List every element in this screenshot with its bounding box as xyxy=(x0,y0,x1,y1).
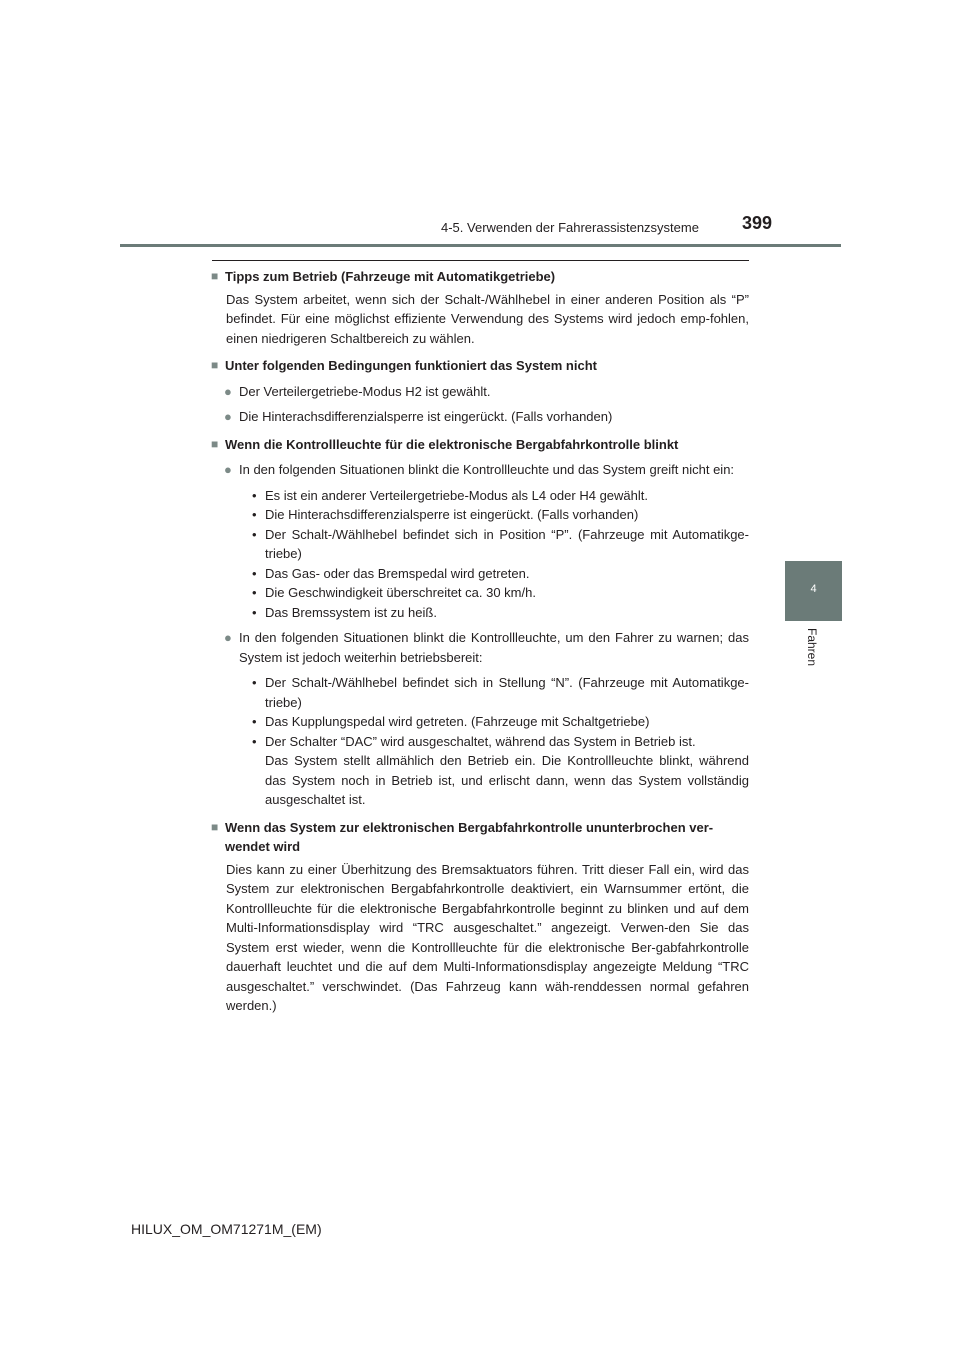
bullet-icon: • xyxy=(252,675,257,690)
running-header-section: 4-5. Verwenden der Fahrerassistenzsysteme xyxy=(441,220,699,235)
list-item-text: Der Schalt-/Wählhebel befindet sich in Position “P”. (Fahrzeuge mit Automatikge-triebe) xyxy=(265,526,749,561)
condition-text: Die Hinterachsdifferenzialsperre ist eingerückt. (Falls vorhanden) xyxy=(239,409,613,424)
list-item-continuation xyxy=(252,751,749,810)
list-item xyxy=(252,486,749,506)
section-heading xyxy=(211,435,749,455)
list-item xyxy=(252,732,749,752)
sub-list xyxy=(211,486,749,623)
list-item xyxy=(252,583,749,603)
condition-text: Der Verteilergetriebe-Modus H2 ist gewählt. xyxy=(239,383,491,399)
section-heading xyxy=(211,267,749,287)
list-item-text: Es ist ein anderer Verteilergetriebe-Modus als L4 oder H4 gewählt. xyxy=(265,487,648,503)
condition-item xyxy=(211,628,749,667)
list-item-text: Das Bremssystem ist zu heiß. xyxy=(265,604,437,620)
section-heading xyxy=(211,356,749,376)
header-divider xyxy=(120,244,841,247)
section-title: Wenn das System zur elektronischen Bergabfahrkontrolle ununterbrochen ver-wendet wird xyxy=(225,819,714,854)
list-item xyxy=(252,603,749,623)
condition-item xyxy=(211,382,749,402)
bullet-icon: • xyxy=(252,565,257,581)
list-item xyxy=(252,564,749,584)
section-paragraph: Das System arbeitet, wenn sich der Schalt-/Wählhebel in einer anderen Position als “P” befindet. Für eine möglichst effiziente Verwendung des Systems wird jedoch emp-fohlen, einen niedrigeren Schaltbereich zu wählen. xyxy=(226,291,749,346)
square-bullet-icon: ■ xyxy=(211,436,219,451)
section-tips xyxy=(211,267,749,348)
list-item xyxy=(252,525,749,564)
content-top-rule xyxy=(212,260,749,261)
bullet-icon: • xyxy=(252,487,257,503)
condition-text: In den folgenden Situationen blinkt die Kontrollleuchte und das System greift nicht ein: xyxy=(239,462,735,477)
bullet-icon: • xyxy=(252,507,257,522)
section-not-working xyxy=(211,356,749,427)
circle-bullet-icon: ● xyxy=(224,409,232,424)
section-paragraph: Dies kann zu einer Überhitzung des Bremsaktuators führen. Tritt dieser Fall ein, wird das System zur elektronischen Bergabfahrkontrolle deaktiviert, ein Warnsummer ertönt, die Kontrollleuchte für die elektronische Bergabfahrkontrolle beginnt zu blinken und auf dem Multi-Informationsdisplay wird “TRC ausgeschaltet.” angezeigt. Verwen-den Sie das System erst wieder, wenn die Kontrollleuchte für die elektronische Ber-gabfahrkontrolle dauerhaft leuchtet und die auf dem Multi-Informationsdisplay angezeigte Meldung “TRC ausgeschaltet.” verschwindet. (Das Fahrzeug kann wäh-renddessen normal gefahren werden.) xyxy=(226,861,749,1013)
list-item-text: Der Schalter “DAC” wird ausgeschaltet, während das System in Betrieb ist. xyxy=(265,733,696,749)
list-item-text: Der Schalt-/Wählhebel befindet sich in Stellung “N”. (Fahrzeuge mit Automatikge-triebe) xyxy=(265,675,749,710)
section-title: Unter folgenden Bedingungen funktioniert das System nicht xyxy=(225,358,597,373)
circle-bullet-icon: ● xyxy=(224,630,232,645)
circle-bullet-icon: ● xyxy=(224,462,232,477)
chapter-tab xyxy=(785,561,842,621)
list-item-text: Die Hinterachsdifferenzialsperre ist eingerückt. (Falls vorhanden) xyxy=(265,507,639,522)
circle-bullet-icon: ● xyxy=(224,383,232,399)
list-item xyxy=(252,673,749,712)
condition-text: In den folgenden Situationen blinkt die Kontrollleuchte, um den Fahrer zu warnen; das System ist jedoch weiterhin betriebsbereit: xyxy=(239,630,749,665)
list-item-text: Das Gas- oder das Bremspedal wird getreten. xyxy=(265,565,530,581)
bullet-icon: • xyxy=(252,733,257,749)
condition-item xyxy=(211,460,749,480)
square-bullet-icon: ■ xyxy=(211,269,219,283)
page-number: 399 xyxy=(742,213,773,233)
section-title: Tipps zum Betrieb (Fahrzeuge mit Automatikgetriebe) xyxy=(225,269,556,284)
sub-list xyxy=(211,673,749,810)
chapter-number: 4 xyxy=(810,583,817,595)
list-item-text: Das Kupplungspedal wird getreten. (Fahrzeuge mit Schaltgetriebe) xyxy=(265,714,650,729)
square-bullet-icon: ■ xyxy=(211,819,219,834)
list-item-text: Das System stellt allmählich den Betrieb ein. Die Kontrollleuchte blinkt, während das System noch in Betrieb ist, und erlischt dann, wenn das System vollständig ausgeschaltet ist. xyxy=(265,753,749,807)
list-item xyxy=(252,505,749,525)
bullet-icon: • xyxy=(252,604,257,620)
list-item xyxy=(252,712,749,732)
section-continuous-use xyxy=(211,818,749,1016)
list-item-text: Die Geschwindigkeit überschreitet ca. 30 km/h. xyxy=(265,585,536,600)
bullet-icon: • xyxy=(252,585,257,600)
condition-item xyxy=(211,407,749,427)
document-footer-id: HILUX_OM_OM71271M_(EM) xyxy=(131,1221,322,1237)
bullet-icon: • xyxy=(252,714,257,729)
page-content xyxy=(211,267,749,1024)
bullet-icon: • xyxy=(252,526,257,542)
section-title: Wenn die Kontrollleuchte für die elektronische Bergabfahrkontrolle blinkt xyxy=(225,436,679,452)
section-heading xyxy=(211,818,749,857)
section-blinking xyxy=(211,435,749,810)
square-bullet-icon: ■ xyxy=(211,358,219,372)
chapter-label: Fahren xyxy=(805,628,819,667)
